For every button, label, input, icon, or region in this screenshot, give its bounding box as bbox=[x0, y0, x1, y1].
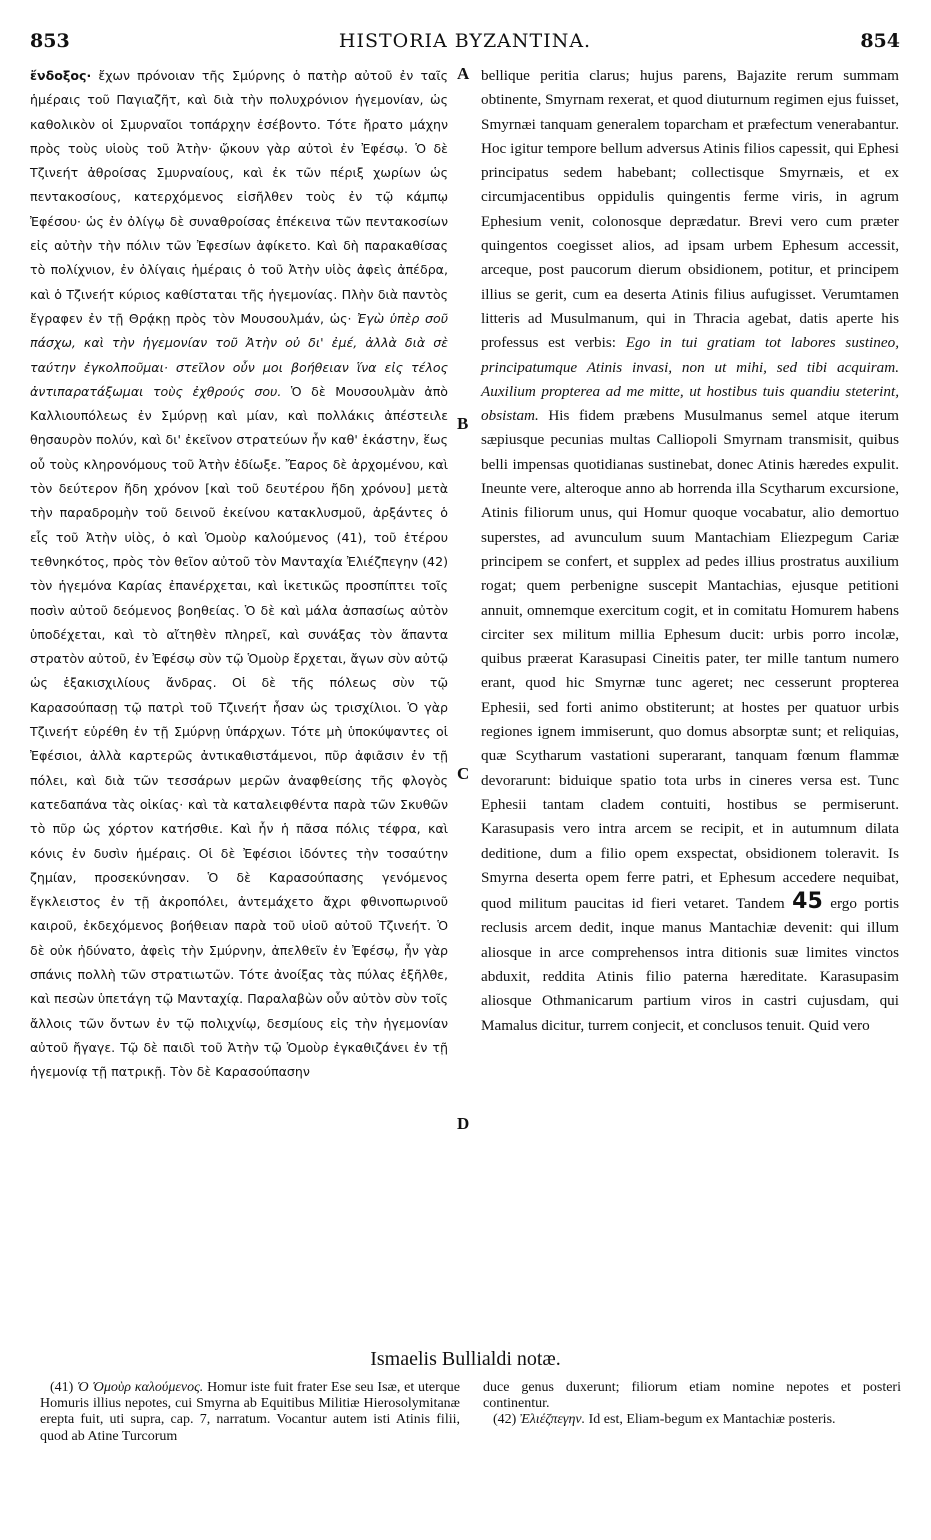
note-42-label: (42) bbox=[493, 1412, 517, 1428]
note-41-continuation: duce genus duxerunt; filiorum etiam nomine nepotes et posteri continentur. bbox=[483, 1380, 901, 1412]
page-number-left: 853 bbox=[30, 30, 70, 52]
greek-paragraph bbox=[30, 64, 448, 1084]
latin-column bbox=[481, 64, 899, 1038]
latin-paragraph bbox=[481, 64, 899, 1038]
notes-left-column bbox=[40, 1380, 460, 1445]
running-title: HISTORIA BYZANTINA. bbox=[338, 30, 592, 52]
column-number: 45 bbox=[792, 889, 823, 915]
greek-lead-word: ἔνδοξος· bbox=[30, 68, 92, 83]
note-42-text: Id est, Eliam-begum ex Mantachiæ posteris. bbox=[588, 1412, 836, 1428]
note-42 bbox=[483, 1412, 901, 1428]
margin-marker-d: D bbox=[457, 1114, 470, 1133]
page-header bbox=[30, 30, 900, 56]
note-42-lemma: Ἐλιέζπεγην. bbox=[519, 1412, 586, 1428]
note-41 bbox=[40, 1380, 460, 1445]
margin-marker-b: B bbox=[457, 414, 469, 433]
latin-text-2: His fidem præbens Musulmanus semel atque iterum sæpiusque pecunias multas Calliopoli Smyrnam transmisit, quibus belli impensas quotidianas sustinebat, donec Atinis hæredes expulit. Ineunte vere, alteroque anno ab horrenda illa Scytharum excursione, Atinis filiorum unus, qui Homur quoque vocabatur, alio demortuo superstes, ad avunculum suum Mantachiam Eliezpegum Cariæ principem se confert, et supplex ad pedes illius prostratus auxilium rogat; quem perbenigne suscepit Mantachias, ejusque petitioni annuit, omnemque exercitum cogit, et in comitatu Homurem habens circiter sex militum millia Ephesum ducit: urbis porro incolæ, quibus præerat Karasupasi Cineitis pater, ter mille tantum numero erant, quod hic Smyrnæ tunc ageret; nec cesserunt propterea Ephesii, sed forti animo obstiterunt; at hostes per quatuor urbis regiones ignem immiserunt, quo domus absorptæ sunt; et reliquias, quæ Scytharum vastationi superarant, tanquam fœnum flammæ devorarunt: biduique spatio tota urbs in cineres versa est. Tunc Ephesii tantam cladem contuiti, hostibus se permiserunt. Karasupasis vero intra arcem se recipit, et in autumnum dilata deditione, dum a filio opem exspectat, obsidionem toleravit. Is Smyrna deserta opem ferre patri, et Ephesum accedere nequibat, quod militum paucitas id fieri vetaret. Tandem bbox=[481, 407, 899, 913]
notes-heading: Ismaelis Bullialdi notæ. bbox=[370, 1348, 561, 1370]
greek-column bbox=[30, 64, 448, 1084]
margin-marker-c: C bbox=[457, 764, 470, 783]
greek-text-2: Ὁ δὲ Μουσουλμὰν ἀπὸ Καλλιουπόλεως ἐν Σμύρνῃ καὶ μίαν, καὶ πολλάκις ἀπέστειλε θησαυρὸν πολύν, καὶ δι' ἐκεῖνον στρατεύων ἦν καθ' ἑκάστην, ἕως οὗ τοὺς κληρονόμους τοῦ Ἀτὴν ἐδίωξε. Ἔαρος δὲ ἀρχομένου, καὶ τὸν δεύτερον ἤδη χρόνον [καὶ τοῦ δευτέρου ἤδη χρόνου] μετὰ τὴν παραδρομὴν τοῦ δεινοῦ ἐκείνου κατακλυσμοῦ, ἀρξάντες ὁ εἷς τοῦ Ἀτὴν υἱὸς, ὁ καὶ Ὁμοὺρ καλούμενος (41), τοῦ ἑτέρου τεθνηκότος, πρὸς τὸν θεῖον αὐτοῦ τὸν Μανταχία Ἐλιέζπεγην (42) τὸν ἡγεμόνα Καρίας ἐπανέρχεται, καὶ ἱκετικῶς προσπίπτει τοῖς ποσὶν αὐτοῦ δεόμενος βοηθείας. Ὁ δὲ καὶ μάλα ἀσπασίως αὐτὸν ὑποδέχεται, καὶ τὸ αἴτηθὲν πληρεῖ, καὶ συνάξας τὸν ἅπαντα στρατὸν αὐτοῦ, ἐν Ἐφέσῳ σὺν τῷ Ὁμοὺρ ἔρχεται, ἄγων σὺν αὐτῷ ὡς ἑξακισχιλίους ἄνδρας. Οἱ δὲ τῆς πόλεως σὺν τῷ Καρασούπασῃ τῷ πατρὶ τοῦ Τζινεήτ ἦσαν ὡς τρισχίλιοι. Ὁ γὰρ Τζινεήτ εὑρέθη ἐν τῇ Σμύρνῃ ὑπάρχων. Τότε μὴ ὑποκύψαντες οἱ Ἐφέσιοι, ἀλλὰ καρτερῶς ἀντικαθιστάμενοι, πῦρ ἀφιᾶσιν ἐν τῇ πόλει, καὶ διὰ τῶν τεσσάρων μερῶν ἀναφθείσης τῆς φλογὸς κατεδαπάνα τὰς οἰκίας· καὶ τὰ καταλειφθέντα παρὰ τῶν Σκυθῶν τὸ πῦρ ὡς χόρτον κατήσθιε. Καὶ ἦν ἡ πᾶσα πόλις τέφρα, καὶ κόνις ἐν δυσὶν ἡμέραις. Οἱ δὲ Ἐφέσιοι ἰδόντες τὴν τοσαύτην ζημίαν, προσεκύνησαν. Ὁ δὲ Καρασούπασης γενόμενος ἔγκλειστος ἐν τῇ ἀκροπόλει, ἀντεμάχετο ἄχρι φθινοπωρινοῦ καιροῦ, ἐκδεχόμενος βοήθειαν παρὰ τοῦ υἱοῦ αὐτοῦ Τζινεήτ. Ὁ δὲ οὐκ ἠδύνατο, ἀφεὶς τὴν Σμύρνην, ἀπελθεῖν ἐν Ἐφέσῳ, ἦν γὰρ σπάνις πολλὴ τῶν στρατιωτῶν. Τότε ἀνοίξας τὰς πύλας ἐξῆλθε, καὶ πεσὼν ὑπετάγη τῷ Μανταχίᾳ. Παραλαβὼν οὖν αὐτὸν σὺν τοῖς ἄλλοις τῶν ὄντων ἐν τῷ πολιχνίῳ, δεσμίους εἰς τὴν ἡγεμονίαν αὐτοῦ ἤγαγε. Τῷ δὲ παιδὶ τοῦ Ἀτὴν τῷ Ὁμοὺρ ἐγκαθιζάνει ἐν τῇ ἡγεμονίᾳ τῇ πατρικῇ. Τὸν δὲ Καρασούπασην bbox=[30, 383, 448, 1080]
note-41-text: Homur iste fuit frater Ese seu Isæ, et uterque Homuris illius nepotes, cui Smyrna ab Equitibus Militiæ Hierosolymitanæ erepta fuit, uti supra, cap. 7, narratum. Vocantur autem isti Atinis filii, quod ab Atine Turcorum bbox=[40, 1380, 461, 1444]
latin-text-1: bellique peritia clarus; hujus parens, Bajazite rerum summam obtinente, Smyrnam rexerat, et quod diuturnum regimen ejus fuisset, Smyrnæi tanquam generalem toparcham et præfectum venerabantur. Hoc igitur tempore bellum adversus Atinis filios capessit, qui Ephesi principatus sedem habebant; collectisque Smyrnæis, et ex circumjacentibus oppidulis quingentis ferme viris, in agrum Ephesium venit, colonosque deprædatur. Brevi vero cum præter quingentos coegisset alios, ad ipsam urbem Ephesum accessit, arceque, post paucorum dierum obsidionem, potitur, et principem illius se gerit, cum ea deserta Atinis filius aufugisset. Verumtamen litteris ad Musulmanum, qui in Thracia agebat, datis aperte his professus est verbis: bbox=[481, 67, 899, 352]
page-number-right: 854 bbox=[860, 30, 900, 52]
notes-right-column bbox=[483, 1380, 901, 1429]
greek-text-1: ἔχων πρόνοιαν τῆς Σμύρνης ὁ πατὴρ αὐτοῦ ἐν ταῖς ἡμέραις τοῦ Παγιαζῆτ, καὶ διὰ τὴν πολυχρόνιον ἡγεμονίαν, ὡς καθολικὸν οἱ Σμυρναῖοι τοπάρχην ἐσέβοντο. Τότε ἤρατο μάχην πρὸς τοὺς υἱοὺς τοῦ Ἀτὴν· ᾤκουν γὰρ αὐτοὶ ἐν Ἐφέσῳ. Ὁ δὲ Τζινεήτ ἀθροίσας Σμυρναίους, καὶ ἐκ τῶν πέριξ χωρίων ὡς πεντακοσίους, κατερχόμενος εἰσῆλθεν τοὺς ἐν τῷ κάμπῳ Ἐφέσου· ὡς ἐν ὀλίγῳ δὲ συναθροίσας ἐπέκεινα τῶν πεντακοσίων εἰς αὐτὴν τὴν πόλιν τῶν Ἐφεσίων ἀφίκετο. Καὶ δὴ παρακαθίσας τὸ πολίχνιον, ἐν ὀλίγαις ἡμέραις ὁ τοῦ Ἀτὴν υἱὸς ἀφεὶς ἀπέδρα, καὶ ὁ Τζινεήτ κύριος καθίσταται τῆς ἡγεμονίας. Πλὴν διὰ παντὸς ἔγραφεν ἐν τῇ Θρᾴκῃ πρὸς τὸν Μουσουλμάν, ὡς· bbox=[30, 68, 448, 326]
margin-marker-a: A bbox=[457, 64, 470, 83]
note-41-lemma: Ὁ Ὁμοὺρ καλούμενος. bbox=[77, 1380, 204, 1395]
greek-quote: Ἐγὼ ὑπὲρ σοῦ πάσχω, καὶ τὴν ἡγεμονίαν τοῦ Ἀτὴν οὐ δι' ἐμέ, ἀλλὰ διὰ σὲ ταύτην ἐγκολποῦμαι· στεῖλον οὖν μοι βοήθειαν ἵνα εἰς τέλος ἀντιπαρατάξωμαι τοὺς ἐχθρούς σου. bbox=[30, 310, 448, 399]
latin-text-3: ergo portis reclusis arcem dedit, inque manus Mantachiæ devenit: qui illum aliosque in arce comprehensos intra ditionis suæ limites vinctos abduxit, reddita Atinis filio paterna hæreditate. Karasupasim aliosque Othmanicarum partium viros in castri cujusdam, qui Mamalus dicitur, turrem conjecit, et conclusos tenuit. Quid vero bbox=[481, 895, 900, 1034]
latin-quote: Ego in tui gratiam tot labores sustineo, principatumque Atinis invasi, non ut mihi, sed tibi acquiram. Auxilium propterea ad me mitte, ut hostibus tuis quandiu steterint, obsistam. bbox=[481, 334, 899, 425]
note-41-label: (41) bbox=[50, 1380, 74, 1395]
